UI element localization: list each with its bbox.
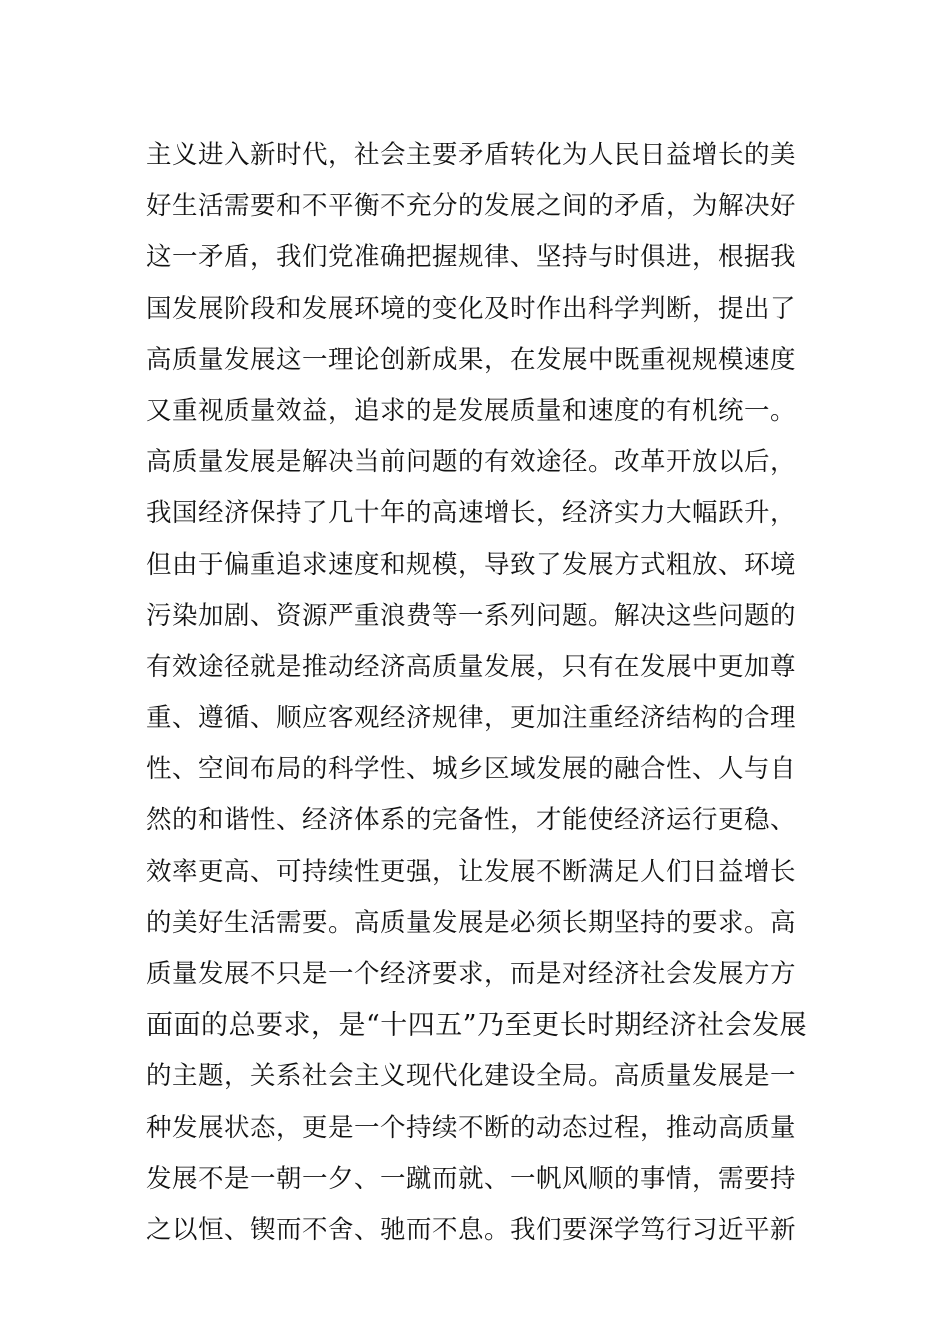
text-line: 重、遵循、顺应客观经济规律，更加注重经济结构的合理 <box>146 703 797 734</box>
text-line: 质量发展不只是一个经济要求，而是对经济社会发展方方 <box>146 959 797 989</box>
text-line: 面面的总要求，是“十四五”乃至更长时期经济社会发展 <box>146 1010 808 1042</box>
text-line: 我国经济保持了几十年的高速增长，经济实力大幅跃升， <box>146 498 797 529</box>
text-line: 这一矛盾，我们党准确把握规律、坚持与时俱进，根据我 <box>146 242 797 273</box>
text-line: 效率更高、可持续性更强，让发展不断满足人们日益增长 <box>146 856 797 887</box>
text-line: 国发展阶段和发展环境的变化及时作出科学判断，提出了 <box>146 293 797 324</box>
text-line: 有效途径就是推动经济高质量发展，只有在发展中更加尊 <box>146 651 797 682</box>
text-line: 发展不是一朝一夕、一蹴而就、一帆风顺的事情，需要持 <box>146 1163 797 1194</box>
text-line: 之以恒、锲而不舍、驰而不息。我们要深学笃行习近平新 <box>146 1214 797 1245</box>
text-line: 但由于偏重追求速度和规模，导致了发展方式粗放、环境 <box>146 549 797 580</box>
text-line: 好生活需要和不平衡不充分的发展之间的矛盾，为解决好 <box>146 191 797 222</box>
body-text <box>146 130 808 1256</box>
text-line: 高质量发展是解决当前问题的有效途径。改革开放以后， <box>146 447 797 478</box>
text-line: 又重视质量效益，追求的是发展质量和速度的有机统一。 <box>146 395 797 426</box>
text-line: 主义进入新时代，社会主要矛盾转化为人民日益增长的美 <box>146 140 797 170</box>
text-line: 然的和谐性、经济体系的完备性，才能使经济运行更稳、 <box>146 805 797 836</box>
text-line: 高质量发展这一理论创新成果，在发展中既重视规模速度 <box>146 344 797 375</box>
text-line: 的美好生活需要。高质量发展是必须长期坚持的要求。高 <box>146 907 797 938</box>
text-line: 性、空间布局的科学性、城乡区域发展的融合性、人与自 <box>146 754 797 785</box>
text-line: 污染加剧、资源严重浪费等一系列问题。解决这些问题的 <box>146 600 797 631</box>
text-line: 的主题，关系社会主义现代化建设全局。高质量发展是一 <box>146 1061 797 1092</box>
text-line: 种发展状态，更是一个持续不断的动态过程，推动高质量 <box>146 1112 797 1143</box>
